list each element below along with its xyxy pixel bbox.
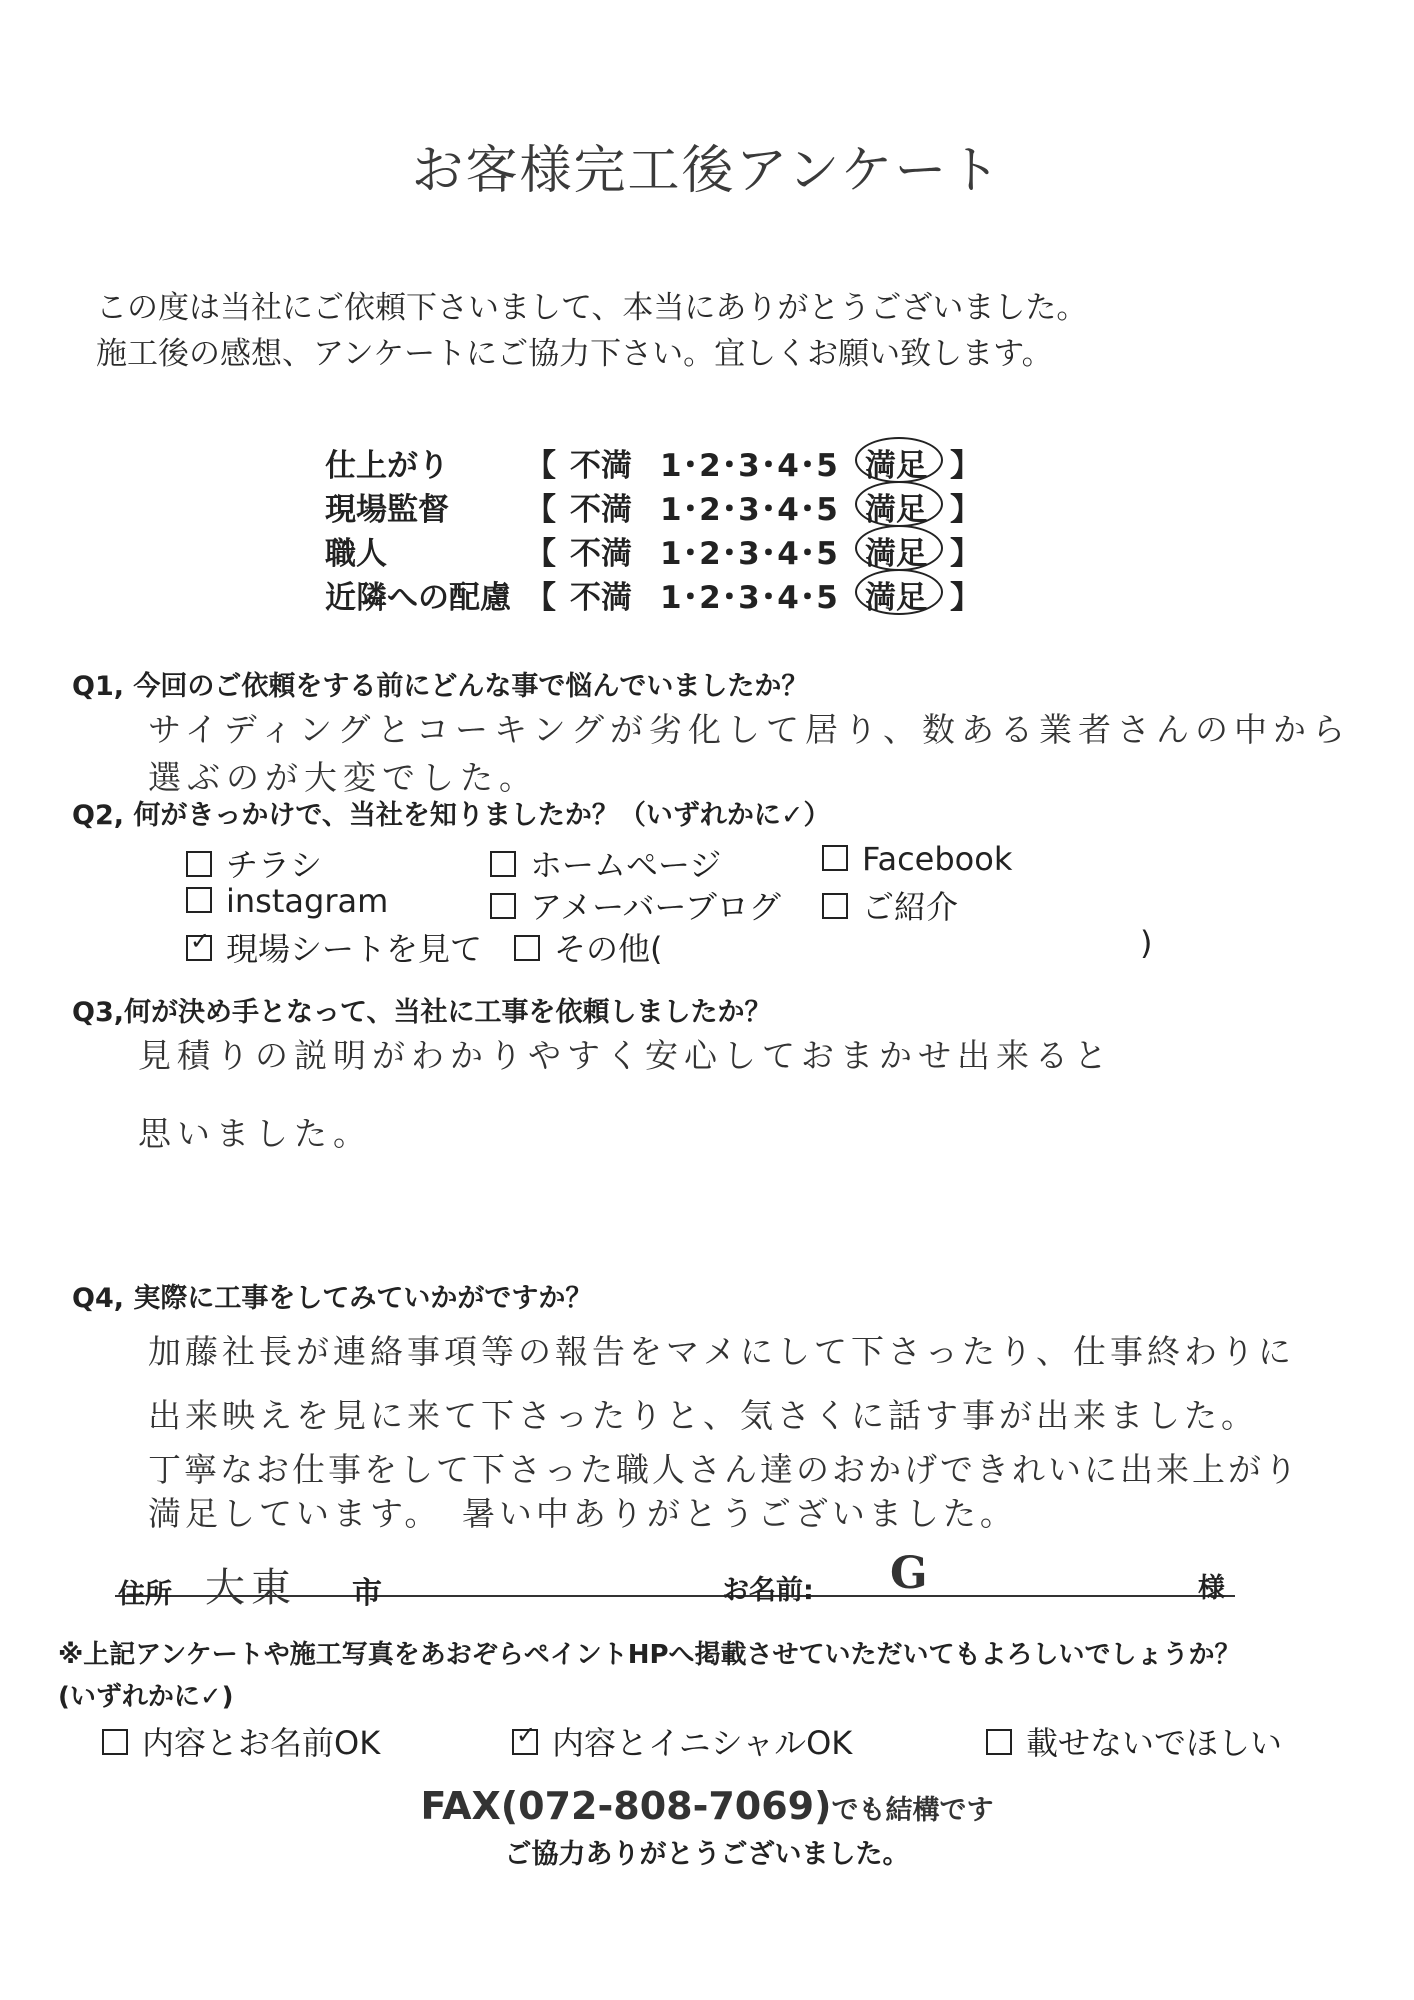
bracket-close: 】 bbox=[950, 448, 981, 484]
rating-scale[interactable]: 1･2･3･4･5 bbox=[660, 536, 839, 572]
rating-scale[interactable]: 1･2･3･4･5 bbox=[660, 492, 839, 528]
q4-answer-line-1[interactable]: 加藤社長が連絡事項等の報告をマメにして下さったり、仕事終わりに bbox=[148, 1332, 1295, 1371]
rating-low-label: 不満 bbox=[570, 492, 632, 528]
bracket-close: 】 bbox=[950, 536, 981, 572]
option-other[interactable] bbox=[514, 924, 663, 970]
checkbox[interactable] bbox=[186, 887, 212, 913]
bracket-open: 【 bbox=[525, 492, 556, 528]
name-label: お名前: bbox=[722, 1575, 814, 1606]
option-other-close: ) bbox=[1140, 924, 1153, 962]
option-flyer[interactable] bbox=[186, 840, 322, 886]
q3-answer-line-1[interactable]: 見積りの説明がわかりやすく安心しておまかせ出来ると bbox=[138, 1036, 1113, 1075]
rating-high-label[interactable]: 満足 bbox=[865, 536, 927, 572]
honorific: 様 bbox=[1198, 1573, 1225, 1604]
rating-low-label: 不満 bbox=[570, 448, 632, 484]
option-label: その他( bbox=[554, 930, 663, 968]
q4-answer-line-3[interactable]: 丁寧なお仕事をして下さった職人さん達のおかげできれいに出来上がり bbox=[148, 1450, 1300, 1489]
address-label: 住所 bbox=[118, 1579, 172, 1610]
checkbox[interactable] bbox=[822, 893, 848, 919]
q3-question: Q3,何が決め手となって、当社に工事を依頼しましたか？ bbox=[72, 997, 772, 1028]
name-value[interactable]: G bbox=[890, 1548, 934, 1599]
option-label: 内容とお名前OK bbox=[142, 1724, 381, 1762]
rating-high-label[interactable]: 満足 bbox=[865, 492, 927, 528]
checkbox[interactable] bbox=[186, 851, 212, 877]
q4-question: Q4, 実際に工事をしてみていかがですか？ bbox=[72, 1283, 593, 1314]
checkbox[interactable] bbox=[514, 935, 540, 961]
q4-answer-line-2[interactable]: 出来映えを見に来て下さったりと、気さくに話す事が出来ました。 bbox=[148, 1396, 1258, 1435]
rating-scale[interactable]: 1･2･3･4･5 bbox=[660, 580, 839, 616]
survey-title: お客様完工後アンケート bbox=[411, 141, 1003, 201]
bracket-open: 【 bbox=[525, 536, 556, 572]
consent-initial-ok[interactable] bbox=[512, 1718, 852, 1764]
option-label: Facebook bbox=[862, 840, 1013, 878]
rating-high-label[interactable]: 満足 bbox=[865, 580, 927, 616]
option-label: instagram bbox=[226, 882, 389, 920]
q3-answer-line-2[interactable]: 思いました。 bbox=[138, 1114, 372, 1153]
option-ameba-blog[interactable] bbox=[490, 882, 781, 928]
option-label: 現場シートを見て bbox=[226, 930, 483, 968]
checkbox[interactable] bbox=[490, 893, 516, 919]
rating-low-label: 不満 bbox=[570, 536, 632, 572]
rating-label: 仕上がり bbox=[325, 448, 449, 484]
q1-answer-line-2[interactable]: 選ぶのが大変でした。 bbox=[148, 758, 538, 797]
option-label: チラシ bbox=[226, 846, 323, 884]
rating-label: 近隣への配慮 bbox=[325, 580, 511, 616]
rating-low-label: 不満 bbox=[570, 580, 632, 616]
option-label: 載せないでほしい bbox=[1026, 1724, 1283, 1762]
checkbox[interactable] bbox=[986, 1729, 1012, 1755]
q1-question: Q1, 今回のご依頼をする前にどんな事で悩んでいましたか？ bbox=[72, 671, 809, 702]
checkbox-checked[interactable] bbox=[512, 1729, 538, 1755]
option-homepage[interactable] bbox=[490, 840, 721, 886]
fax-suffix: でも結構です bbox=[831, 1795, 994, 1826]
intro-line-1: この度は当社にご依頼下さいまして、本当にありがとうございました。 bbox=[96, 290, 1088, 326]
rating-label: 職人 bbox=[325, 536, 387, 572]
q4-answer-line-4[interactable]: 満足しています。 暑い中ありがとうございました。 bbox=[148, 1494, 1017, 1533]
bracket-open: 【 bbox=[525, 580, 556, 616]
option-label: アメーバーブログ bbox=[530, 888, 781, 926]
address-city[interactable]: 大東 bbox=[205, 1565, 297, 1611]
consent-question: ※上記アンケートや施工写真をあおぞらペイントHPへ掲載させていただいてもよろしいでしょうか？ bbox=[58, 1640, 1241, 1670]
option-facebook[interactable] bbox=[822, 840, 1012, 878]
option-site-sheet[interactable] bbox=[186, 924, 482, 970]
consent-do-not-publish[interactable] bbox=[986, 1718, 1282, 1764]
rating-label: 現場監督 bbox=[325, 492, 449, 528]
intro-line-2: 施工後の感想、アンケートにご協力下さい。宜しくお願い致します。 bbox=[96, 336, 1053, 372]
option-label: 内容とイニシャルOK bbox=[552, 1724, 853, 1762]
bracket-close: 】 bbox=[950, 580, 981, 616]
consent-instruction: (いずれかに✓) bbox=[58, 1682, 234, 1712]
rating-scale[interactable]: 1･2･3･4･5 bbox=[660, 448, 839, 484]
bracket-open: 【 bbox=[525, 448, 556, 484]
fax-number[interactable]: FAX(072-808-7069) bbox=[420, 1784, 832, 1828]
option-label: ホームページ bbox=[530, 846, 722, 884]
checkbox[interactable] bbox=[102, 1729, 128, 1755]
q1-answer-line-1[interactable]: サイディングとコーキングが劣化して居り、数ある業者さんの中から bbox=[148, 710, 1352, 749]
option-referral[interactable] bbox=[822, 882, 958, 928]
checkbox[interactable] bbox=[822, 845, 848, 871]
q2-question: Q2, 何がきっかけで、当社を知りましたか？（いずれかに✓） bbox=[72, 800, 831, 831]
rating-high-label[interactable]: 満足 bbox=[865, 448, 927, 484]
consent-name-ok[interactable] bbox=[102, 1718, 380, 1764]
bracket-close: 】 bbox=[950, 492, 981, 528]
checkbox-checked[interactable] bbox=[186, 935, 212, 961]
address-city-suffix: 市 bbox=[352, 1576, 382, 1611]
fax-line bbox=[0, 1784, 1414, 1828]
option-label: ご紹介 bbox=[862, 888, 959, 926]
closing-thanks: ご協力ありがとうございました。 bbox=[504, 1839, 910, 1870]
option-instagram[interactable] bbox=[186, 882, 388, 920]
checkbox[interactable] bbox=[490, 851, 516, 877]
